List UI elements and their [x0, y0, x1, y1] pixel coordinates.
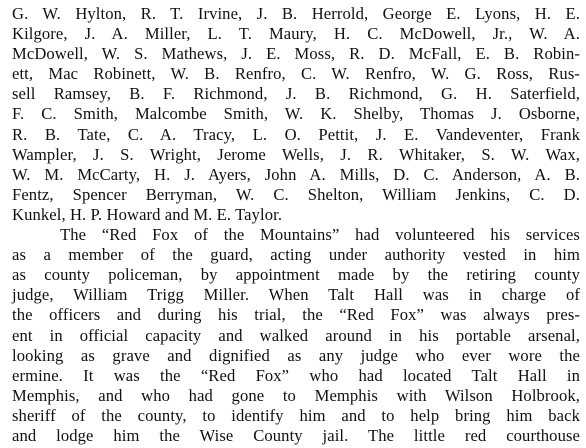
text-line: ett, Mac Robinett, W. B. Renfro, C. W. Renfro, W. G. Ross, Rus-	[12, 64, 580, 84]
document-page	[12, 4, 580, 446]
text-line: Kunkel, H. P. Howard and M. E. Taylor.	[12, 204, 283, 224]
text-line: R. B. Tate, C. A. Tracy, L. O. Pettit, J. E. Vandeventer, Frank	[12, 124, 580, 144]
text-line: Kilgore, J. A. Miller, L. T. Maury, H. C. McDowell, Jr., W. A.	[12, 24, 580, 44]
text-line: W. M. McCarty, H. J. Ayers, John A. Mills, D. C. Anderson, A. B.	[12, 164, 580, 184]
name-list-paragraph	[12, 4, 580, 225]
text-line: and lodge him the Wise County jail. The little red courthouse	[12, 425, 580, 445]
red-fox-paragraph	[12, 225, 580, 446]
text-line: ent in official capacity and walked around in his portable arsenal,	[12, 325, 580, 345]
text-line: the officers and during his trial, the “Red Fox” was always pres-	[12, 305, 580, 325]
text-line: ermine. It was the “Red Fox” who had located Talt Hall in	[12, 365, 580, 385]
text-line: Fentz, Spencer Berryman, W. C. Shelton, William Jenkins, C. D.	[12, 184, 580, 204]
text-line: The “Red Fox of the Mountains” had volunteered his services	[60, 225, 580, 245]
text-line: Memphis, and who had gone to Memphis with Wilson Holbrook,	[12, 385, 580, 405]
text-line: looking as grave and dignified as any judge who ever wore the	[12, 345, 580, 365]
text-line: F. C. Smith, Malcombe Smith, W. K. Shelby, Thomas J. Osborne,	[12, 104, 580, 124]
text-line: sheriff of the county, to identify him and to help bring him back	[12, 405, 580, 425]
text-line: sell Ramsey, B. F. Richmond, J. B. Richmond, G. H. Saterfield,	[12, 84, 580, 104]
text-line: Wampler, J. S. Wright, Jerome Wells, J. R. Whitaker, S. W. Wax,	[12, 144, 580, 164]
text-line: judge, William Trigg Miller. When Talt Hall was in charge of	[12, 285, 580, 305]
text-line: as a member of the guard, acting under authority vested in him	[12, 245, 580, 265]
text-line: as county policeman, by appointment made by the retiring county	[12, 265, 580, 285]
text-line: McDowell, W. S. Mathews, J. E. Moss, R. D. McFall, E. B. Robin-	[12, 44, 580, 64]
text-line: G. W. Hylton, R. T. Irvine, J. B. Herrold, George E. Lyons, H. E.	[12, 4, 580, 23]
